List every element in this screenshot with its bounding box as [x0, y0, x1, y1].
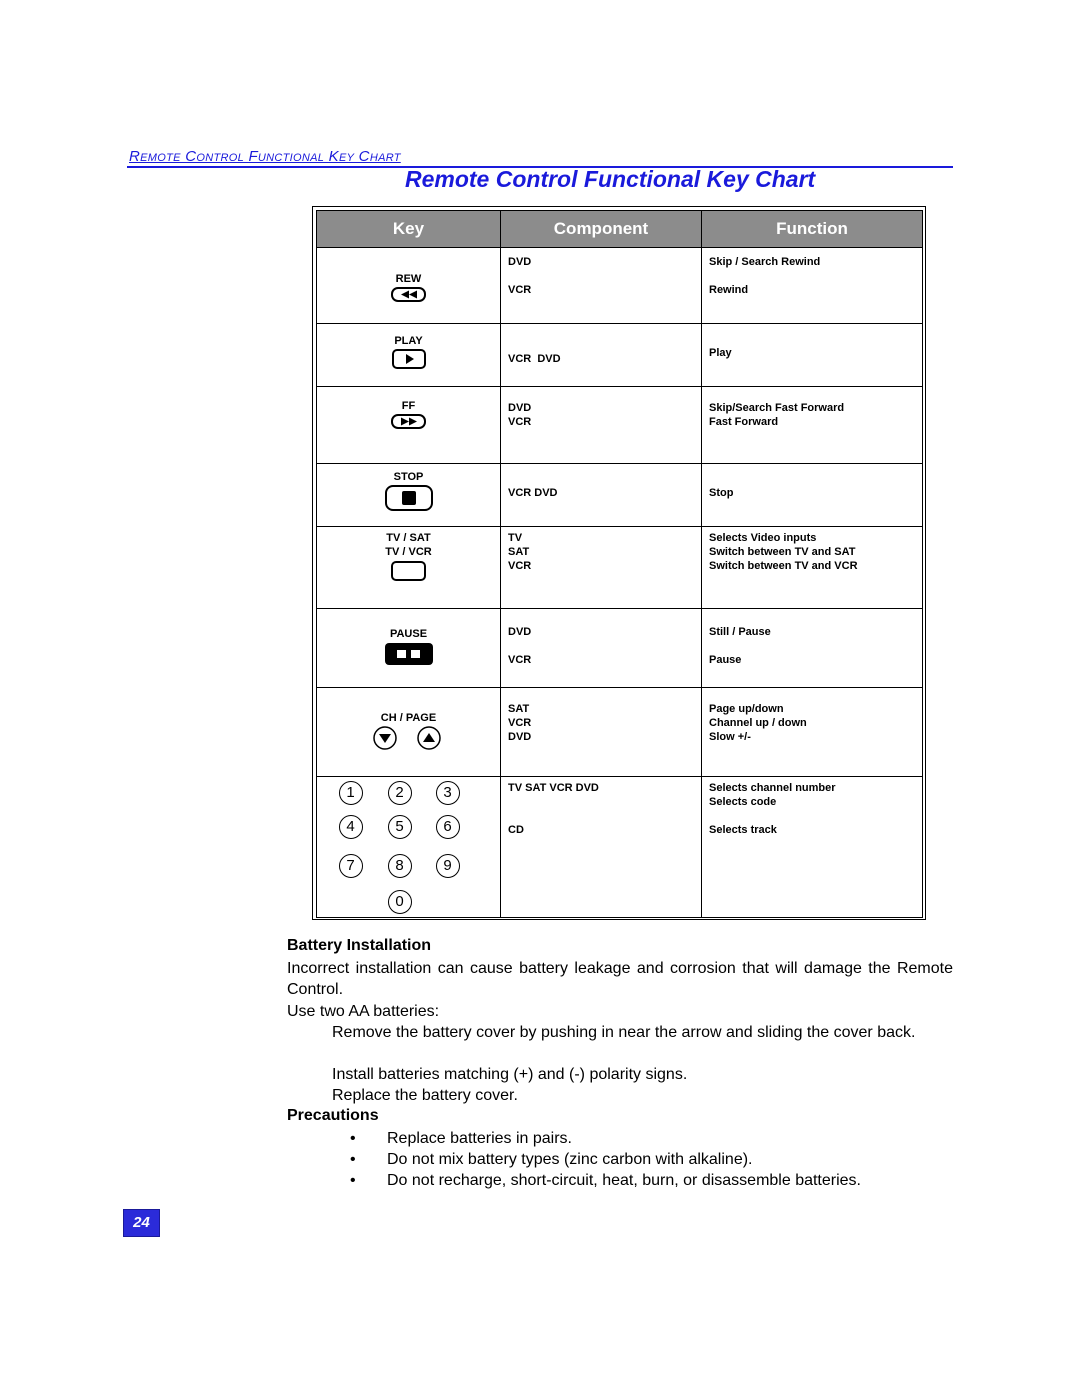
fast-forward-button-icon [391, 422, 427, 434]
component-cell [501, 248, 702, 324]
function-value: Skip/Search Fast Forward [709, 402, 845, 414]
key-cell [317, 609, 501, 688]
component-value: TV [508, 532, 523, 544]
table-row [317, 248, 923, 324]
key-label: TV / SAT [386, 532, 431, 544]
bullet-glyph: • [350, 1130, 356, 1147]
key-label: REW [395, 273, 422, 285]
function-value: Play [709, 347, 732, 359]
function-cell [702, 387, 923, 464]
digit-0-key: 0 [388, 890, 412, 914]
function-value: Fast Forward [709, 416, 779, 428]
digit-9-key: 9 [436, 854, 460, 878]
key-label: CH / PAGE [380, 712, 437, 724]
battery-use-text: Use two AA batteries: [287, 1003, 440, 1020]
digit-6-key: 6 [436, 815, 460, 839]
component-value: DVD [508, 626, 532, 638]
component-value: CD [508, 824, 524, 836]
rewind-button-icon [391, 295, 427, 307]
digit-7-key: 7 [339, 854, 363, 878]
column-header-component: Component [501, 211, 702, 248]
function-value: Still / Pause [709, 626, 771, 638]
play-button-icon [391, 361, 427, 373]
function-cell [702, 248, 923, 324]
key-label: TV / VCR [385, 546, 432, 558]
precaution-item [350, 1170, 861, 1191]
function-value: Skip / Search Rewind [709, 256, 821, 268]
battery-step-1: Remove the battery cover by pushing in near the arrow and sliding the cover back. [332, 1024, 916, 1041]
component-value: VCR [508, 654, 532, 666]
battery-intro-text: Incorrect installation can cause battery leakage and corrosion that will damage the Remote Control. [287, 960, 953, 998]
precautions-heading: Precautions [287, 1107, 379, 1124]
function-value: Stop [709, 487, 734, 499]
component-value: VCR [508, 560, 532, 572]
key-cell [317, 248, 501, 324]
function-cell [702, 324, 923, 387]
component-cell [501, 688, 702, 777]
section-header [127, 148, 953, 168]
section-header-label: Remote Control Functional Key Chart [129, 148, 401, 165]
precaution-item [350, 1149, 752, 1170]
function-value: Rewind [709, 284, 749, 296]
bullet-glyph: • [350, 1151, 356, 1168]
function-cell [702, 609, 923, 688]
component-cell [501, 464, 702, 527]
precaution-text: Do not mix battery types (zinc carbon with alkaline). [387, 1151, 753, 1168]
function-value: Pause [709, 654, 742, 666]
precaution-item [350, 1128, 572, 1149]
component-cell [501, 609, 702, 688]
key-label: PAUSE [389, 628, 428, 640]
battery-step-3: Replace the battery cover. [332, 1087, 518, 1104]
component-value: DVD [508, 402, 532, 414]
table-row [317, 387, 923, 464]
digit-4-key: 4 [339, 815, 363, 839]
column-header-key: Key [317, 211, 501, 248]
function-value: Selects code [709, 796, 777, 808]
component-value: SAT [508, 703, 530, 715]
stop-button-icon [384, 503, 434, 515]
column-header-function: Function [702, 211, 923, 248]
table-row [317, 527, 923, 609]
table-row [317, 777, 923, 918]
function-value: Selects track [709, 824, 777, 836]
battery-installation-heading: Battery Installation [287, 937, 432, 954]
precaution-text: Do not recharge, short-circuit, heat, burn, or disassemble batteries. [387, 1172, 861, 1189]
channel-up-down-buttons-icon [369, 742, 449, 754]
component-value: SAT [508, 546, 530, 558]
function-cell [702, 464, 923, 527]
function-cell [702, 777, 923, 918]
component-value: VCR [508, 717, 532, 729]
key-chart-table [316, 210, 923, 918]
function-value: Switch between TV and SAT [709, 546, 856, 558]
key-cell [317, 527, 501, 609]
bullet-glyph: • [350, 1172, 356, 1189]
component-value: VCR DVD [508, 353, 561, 365]
digit-1-key: 1 [339, 781, 363, 805]
component-value: DVD [508, 256, 532, 268]
digit-2-key: 2 [388, 781, 412, 805]
table-row [317, 688, 923, 777]
key-cell [317, 464, 501, 527]
component-value: TV SAT VCR DVD [508, 782, 599, 794]
table-row [317, 324, 923, 387]
page-number-badge: 24 [123, 1209, 160, 1237]
key-label: FF [401, 400, 416, 412]
precaution-text: Replace batteries in pairs. [387, 1130, 572, 1147]
key-label: STOP [393, 471, 424, 483]
component-value: VCR [508, 416, 532, 428]
key-cell [317, 387, 501, 464]
component-cell [501, 387, 702, 464]
table-row [317, 609, 923, 688]
function-cell [702, 527, 923, 609]
key-cell [317, 777, 501, 918]
battery-step-2: Install batteries matching (+) and (-) polarity signs. [332, 1066, 688, 1083]
function-value: Selects Video inputs [709, 532, 817, 544]
key-cell [317, 324, 501, 387]
component-cell [501, 777, 702, 918]
digit-3-key: 3 [436, 781, 460, 805]
component-value: DVD [508, 731, 532, 743]
digit-8-key: 8 [388, 854, 412, 878]
component-value: VCR DVD [508, 487, 558, 499]
key-label: PLAY [394, 335, 423, 347]
digit-5-key: 5 [388, 815, 412, 839]
function-value: Selects channel number [709, 782, 836, 794]
function-value: Channel up / down [709, 717, 807, 729]
function-value: Slow +/- [709, 731, 751, 743]
function-value: Switch between TV and VCR [709, 560, 858, 572]
table-row [317, 464, 923, 527]
number-keypad-icon [319, 777, 499, 917]
key-cell [317, 688, 501, 777]
component-value: VCR [508, 284, 532, 296]
table-header-row [317, 211, 923, 248]
function-value: Page up/down [709, 703, 784, 715]
function-cell [702, 688, 923, 777]
component-cell [501, 527, 702, 609]
pause-button-icon [383, 658, 435, 670]
tv-input-button-icon [390, 574, 428, 586]
page-title: Remote Control Functional Key Chart [405, 166, 816, 192]
component-cell [501, 324, 702, 387]
